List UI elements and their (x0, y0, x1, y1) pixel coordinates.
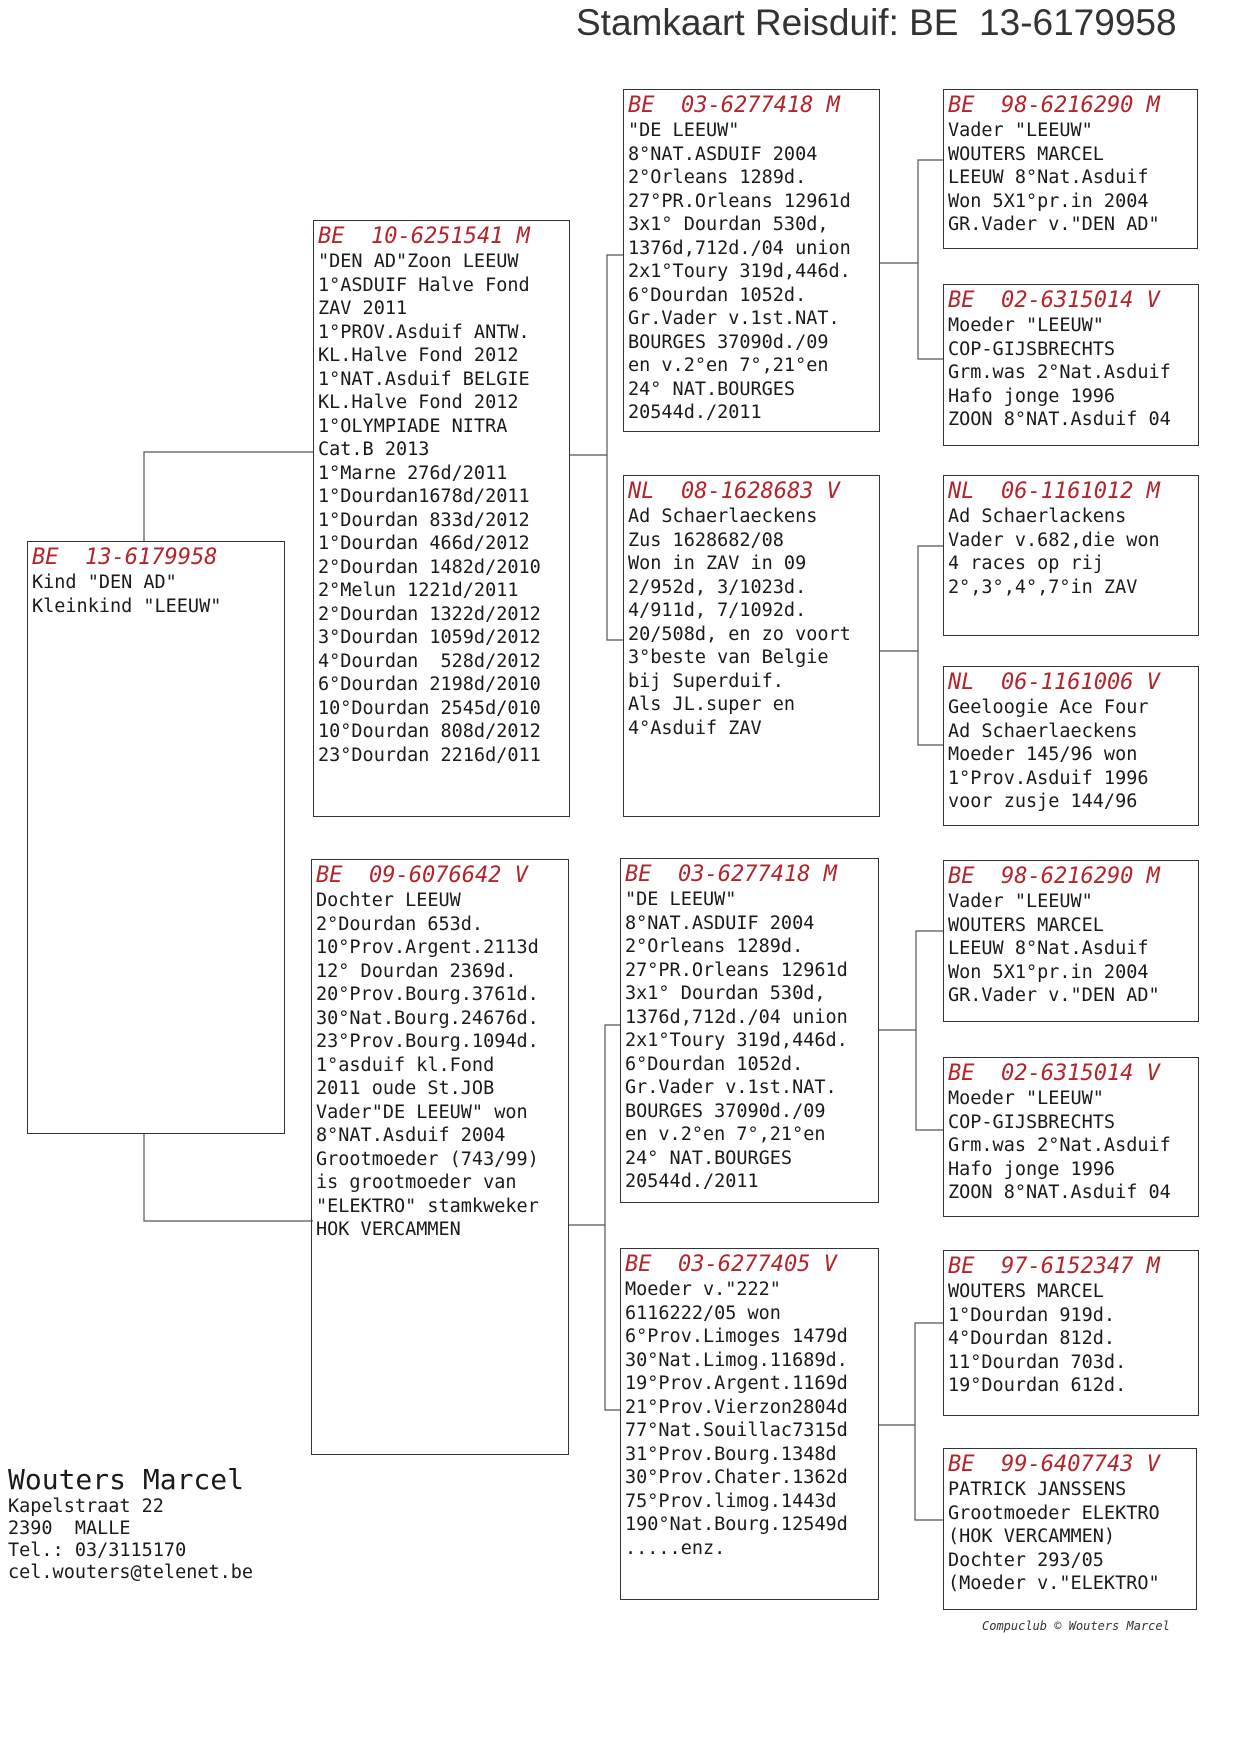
pedigree-text-line: KL.Halve Fond 2012 (318, 392, 519, 413)
pedigree-text-line: 1°Dourdan1678d/2011 (318, 486, 530, 507)
pedigree-text-line: BOURGES 37090d./09 (628, 331, 829, 353)
pedigree-text-line: 31°Prov.Bourg.1348d (625, 1443, 837, 1465)
pedigree-box-fm (623, 475, 880, 817)
pedigree-text-line: 2x1°Toury 319d,446d. (625, 1030, 848, 1051)
pedigree-text-line: 19°Prov.Argent.1169d (625, 1373, 848, 1394)
pedigree-text-line: Geeloogie Ace Four (948, 697, 1149, 718)
pedigree-text-line: 1°Marne 276d/2011 (318, 462, 508, 484)
pedigree-text-line: 2°,3°,4°,7°in ZAV (948, 576, 1138, 598)
pedigree-text-line: 1°NAT.Asduif BELGIE (318, 368, 530, 390)
pedigree-text-line: 3°beste van Belgie (628, 647, 829, 668)
ring-number: BE 13-6179958 (32, 545, 218, 570)
pedigree-text-line: Grootmoeder (743/99) (316, 1148, 539, 1170)
pedigree-text-line: GR.Vader v."DEN AD" (948, 985, 1160, 1006)
pedigree-text-line: 4°Dourdan 812d. (948, 1328, 1116, 1349)
ring-number: BE 03-6277418 M (628, 93, 840, 118)
pedigree-box-fmf (943, 475, 1199, 636)
pedigree-text-line: 10°Dourdan 808d/2012 (318, 721, 541, 742)
pedigree-text-line: 1°OLYMPIADE NITRA (318, 415, 508, 437)
pedigree-text-line: 1°PROV.Asduif ANTW. (318, 321, 530, 343)
pedigree-text-line: 2°Dourdan 1322d/2012 (318, 603, 541, 625)
pedigree-text-line: Dochter 293/05 (948, 1549, 1104, 1571)
pedigree-text-line: 4/911d, 7/1092d. (628, 600, 807, 621)
pedigree-text-line: 30°Nat.Limog.11689d. (625, 1349, 848, 1371)
pedigree-text-line: 6116222/05 won (625, 1302, 781, 1324)
pedigree-text-line: 2°Orleans 1289d. (625, 936, 804, 957)
pedigree-text-line: "ELEKTRO" stamkweker (316, 1195, 539, 1217)
ring-number: NL 08-1628683 V (628, 479, 840, 504)
pedigree-text-line: 2x1°Toury 319d,446d. (628, 261, 851, 282)
pedigree-text-line: 2°Dourdan 653d. (316, 913, 484, 935)
pedigree-text-line: Kleinkind "LEEUW" (32, 595, 222, 617)
pedigree-text-line: 11°Dourdan 703d. (948, 1351, 1127, 1373)
pedigree-text-line: 10°Prov.Argent.2113d (316, 937, 539, 958)
pedigree-text-line: 1376d,712d./04 union (625, 1006, 848, 1028)
pedigree-text-line: 21°Prov.Vierzon2804d (625, 1396, 848, 1418)
ring-number: BE 98-6216290 M (948, 864, 1160, 889)
pedigree-text-line: GR.Vader v."DEN AD" (948, 214, 1160, 235)
pedigree-text-line: 190°Nat.Bourg.12549d (625, 1514, 848, 1535)
pedigree-text-line: Won 5X1°pr.in 2004 (948, 190, 1149, 212)
pedigree-box-mff (943, 860, 1199, 1022)
pedigree-text-line: .....enz. (625, 1537, 726, 1559)
pedigree-text-line: 3x1° Dourdan 530d, (628, 214, 829, 235)
pedigree-text-line: 6°Dourdan 1052d. (625, 1053, 804, 1075)
owner-email: cel.wouters@telenet.be (8, 1562, 254, 1583)
pedigree-text-line: 6°Prov.Limoges 1479d (625, 1326, 848, 1347)
pedigree-text-line: 20544d./2011 (628, 402, 762, 423)
pedigree-text-line: PATRICK JANSSENS (948, 1479, 1127, 1500)
pedigree-text-line: 8°NAT.ASDUIF 2004 (628, 143, 818, 165)
owner-name: Wouters Marcel (8, 1463, 245, 1496)
pedigree-text-line: 6°Dourdan 1052d. (628, 284, 807, 306)
pedigree-text-line: Moeder "LEEUW" (948, 1088, 1104, 1109)
pedigree-text-line: BOURGES 37090d./09 (625, 1100, 826, 1122)
pedigree-box-father (313, 220, 570, 817)
pedigree-box-ffm (943, 284, 1199, 446)
pedigree-text-line: Kind "DEN AD" (32, 572, 177, 593)
pedigree-text-line: Won 5X1°pr.in 2004 (948, 961, 1149, 983)
pedigree-text-line: 2°Orleans 1289d. (628, 167, 807, 188)
pedigree-text-line: 23°Dourdan 2216d/011 (318, 744, 541, 766)
pedigree-text-line: bij Superduif. (628, 670, 784, 692)
pedigree-box-mf (620, 858, 879, 1203)
footer-credit: Compuclub © Wouters Marcel (982, 1619, 1170, 1633)
pedigree-text-line: Zus 1628682/08 (628, 529, 784, 551)
ring-number: BE 02-6315014 V (948, 1061, 1160, 1086)
owner-phone: Tel.: 03/3115170 (8, 1540, 187, 1561)
pedigree-text-line: (Moeder v."ELEKTRO" (948, 1573, 1160, 1594)
pedigree-text-line: 3°Dourdan 1059d/2012 (318, 627, 541, 648)
pedigree-text-line: Gr.Vader v.1st.NAT. (625, 1077, 837, 1098)
pedigree-box-mm (620, 1248, 879, 1600)
pedigree-text-line: Ad Schaerlackens (948, 506, 1127, 527)
pedigree-text-line: 27°PR.Orleans 12961d (628, 190, 851, 212)
pedigree-text-line: 75°Prov.limog.1443d (625, 1490, 837, 1512)
pedigree-text-line: 2°Dourdan 1482d/2010 (318, 556, 541, 578)
pedigree-text-line: 1°Prov.Asduif 1996 (948, 767, 1149, 789)
pedigree-text-line: Dochter LEEUW (316, 890, 461, 911)
pedigree-text-line: Grm.was 2°Nat.Asduif (948, 362, 1171, 383)
pedigree-text-line: 30°Prov.Chater.1362d (625, 1467, 848, 1488)
pedigree-text-line: "DE LEEUW" (628, 120, 740, 141)
pedigree-text-line: "DE LEEUW" (625, 889, 737, 910)
ring-number: BE 03-6277405 V (625, 1252, 837, 1277)
pedigree-box-fff (943, 89, 1198, 249)
pedigree-text-line: ZOON 8°NAT.Asduif 04 (948, 1182, 1171, 1203)
pedigree-text-line: LEEUW 8°Nat.Asduif (948, 167, 1149, 188)
pedigree-text-line: 1376d,712d./04 union (628, 237, 851, 259)
pedigree-text-line: 20544d./2011 (625, 1171, 759, 1192)
pedigree-text-line: Ad Schaerlaeckens (628, 506, 818, 527)
pedigree-text-line: is grootmoeder van (316, 1172, 517, 1193)
ring-number: NL 06-1161012 M (948, 479, 1160, 504)
pedigree-text-line: Gr.Vader v.1st.NAT. (628, 308, 840, 329)
page-title: Stamkaart Reisduif: BE 13-6179958 (576, 2, 1177, 43)
pedigree-text-line: Vader "LEEUW" (948, 120, 1093, 141)
ring-number: BE 02-6315014 V (948, 288, 1160, 313)
owner-contact-block (8, 1464, 253, 1584)
pedigree-text-line: "DEN AD"Zoon LEEUW (318, 251, 519, 272)
pedigree-text-line: 2°Melun 1221d/2011 (318, 580, 519, 601)
pedigree-text-line: LEEUW 8°Nat.Asduif (948, 938, 1149, 959)
ring-number: NL 06-1161006 V (948, 670, 1160, 695)
pedigree-text-line: HOK VERCAMMEN (316, 1219, 461, 1240)
pedigree-text-line: 27°PR.Orleans 12961d (625, 959, 848, 981)
pedigree-text-line: KL.Halve Fond 2012 (318, 345, 519, 366)
ring-number: BE 99-6407743 V (948, 1452, 1160, 1477)
pedigree-text-line: 1°Dourdan 466d/2012 (318, 533, 530, 554)
pedigree-text-line: Vader"DE LEEUW" won (316, 1101, 528, 1123)
pedigree-text-line: WOUTERS MARCEL (948, 143, 1104, 165)
pedigree-box-fmm (943, 666, 1199, 826)
pedigree-text-line: 4°Dourdan 528d/2012 (318, 650, 541, 672)
pedigree-text-line: 1°ASDUIF Halve Fond (318, 274, 530, 296)
pedigree-text-line: voor zusje 144/96 (948, 791, 1138, 812)
ring-number: BE 98-6216290 M (948, 93, 1160, 118)
pedigree-text-line: en v.2°en 7°,21°en (625, 1124, 826, 1145)
pedigree-text-line: ZOON 8°NAT.Asduif 04 (948, 409, 1171, 430)
pedigree-box-mmf (943, 1250, 1199, 1416)
pedigree-text-line: 23°Prov.Bourg.1094d. (316, 1031, 539, 1052)
pedigree-text-line: Ad Schaerlaeckens (948, 720, 1138, 742)
pedigree-text-line: Hafo jonge 1996 (948, 385, 1116, 407)
pedigree-text-line: 4 races op rij (948, 553, 1104, 574)
pedigree-text-line: COP-GIJSBRECHTS (948, 1111, 1116, 1133)
pedigree-text-line: WOUTERS MARCEL (948, 1281, 1104, 1302)
pedigree-text-line: Moeder "LEEUW" (948, 315, 1104, 336)
pedigree-box-mmm (943, 1448, 1197, 1610)
pedigree-text-line: 1°Dourdan 919d. (948, 1304, 1116, 1326)
pedigree-text-line: Moeder 145/96 won (948, 744, 1138, 765)
owner-address: Kapelstraat 22 (8, 1496, 164, 1517)
ring-number: BE 09-6076642 V (316, 863, 528, 888)
pedigree-text-line: Vader "LEEUW" (948, 891, 1093, 912)
pedigree-text-line: WOUTERS MARCEL (948, 914, 1104, 936)
pedigree-text-line: 20/508d, en zo voort (628, 623, 851, 645)
pedigree-text-line: 30°Nat.Bourg.24676d. (316, 1007, 539, 1029)
pedigree-text-line: 20°Prov.Bourg.3761d. (316, 984, 539, 1005)
pedigree-text-line: Grootmoeder ELEKTRO (948, 1502, 1160, 1524)
pedigree-text-line: Cat.B 2013 (318, 439, 430, 460)
pedigree-text-line: 8°NAT.ASDUIF 2004 (625, 912, 815, 934)
pedigree-text-line: 8°NAT.Asduif 2004 (316, 1125, 506, 1146)
pedigree-text-line: 6°Dourdan 2198d/2010 (318, 674, 541, 695)
pedigree-text-line: 24° NAT.BOURGES (628, 378, 796, 400)
owner-city: 2390 MALLE (8, 1518, 131, 1539)
pedigree-text-line: Grm.was 2°Nat.Asduif (948, 1135, 1171, 1156)
pedigree-text-line: 2011 oude St.JOB (316, 1078, 495, 1099)
pedigree-text-line: 3x1° Dourdan 530d, (625, 983, 826, 1004)
pedigree-text-line: 1°Dourdan 833d/2012 (318, 509, 530, 531)
pedigree-text-line: en v.2°en 7°,21°en (628, 355, 829, 376)
pedigree-box-subject (27, 541, 285, 1134)
pedigree-text-line: COP-GIJSBRECHTS (948, 338, 1116, 360)
pedigree-box-mfm (943, 1057, 1199, 1217)
pedigree-text-line: 77°Nat.Souillac7315d (625, 1420, 848, 1441)
pedigree-text-line: Als JL.super en (628, 694, 796, 715)
pedigree-text-line: 24° NAT.BOURGES (625, 1147, 793, 1169)
pedigree-text-line: Hafo jonge 1996 (948, 1158, 1116, 1180)
pedigree-text-line: 10°Dourdan 2545d/010 (318, 697, 541, 719)
pedigree-text-line: Won in ZAV in 09 (628, 553, 807, 574)
pedigree-text-line: 19°Dourdan 612d. (948, 1375, 1127, 1396)
pedigree-box-mother (311, 859, 569, 1455)
ring-number: BE 03-6277418 M (625, 862, 837, 887)
pedigree-text-line: 1°asduif kl.Fond (316, 1054, 495, 1076)
ring-number: BE 10-6251541 M (318, 224, 530, 249)
pedigree-text-line: Vader v.682,die won (948, 529, 1160, 551)
pedigree-text-line: 12° Dourdan 2369d. (316, 960, 517, 982)
pedigree-box-ff (623, 89, 880, 432)
pedigree-text-line: ZAV 2011 (318, 298, 408, 319)
pedigree-text-line: (HOK VERCAMMEN) (948, 1526, 1116, 1547)
ring-number: BE 97-6152347 M (948, 1254, 1160, 1279)
pedigree-text-line: 2/952d, 3/1023d. (628, 576, 807, 598)
pedigree-text-line: Moeder v."222" (625, 1279, 781, 1300)
pedigree-text-line: 4°Asduif ZAV (628, 717, 762, 739)
